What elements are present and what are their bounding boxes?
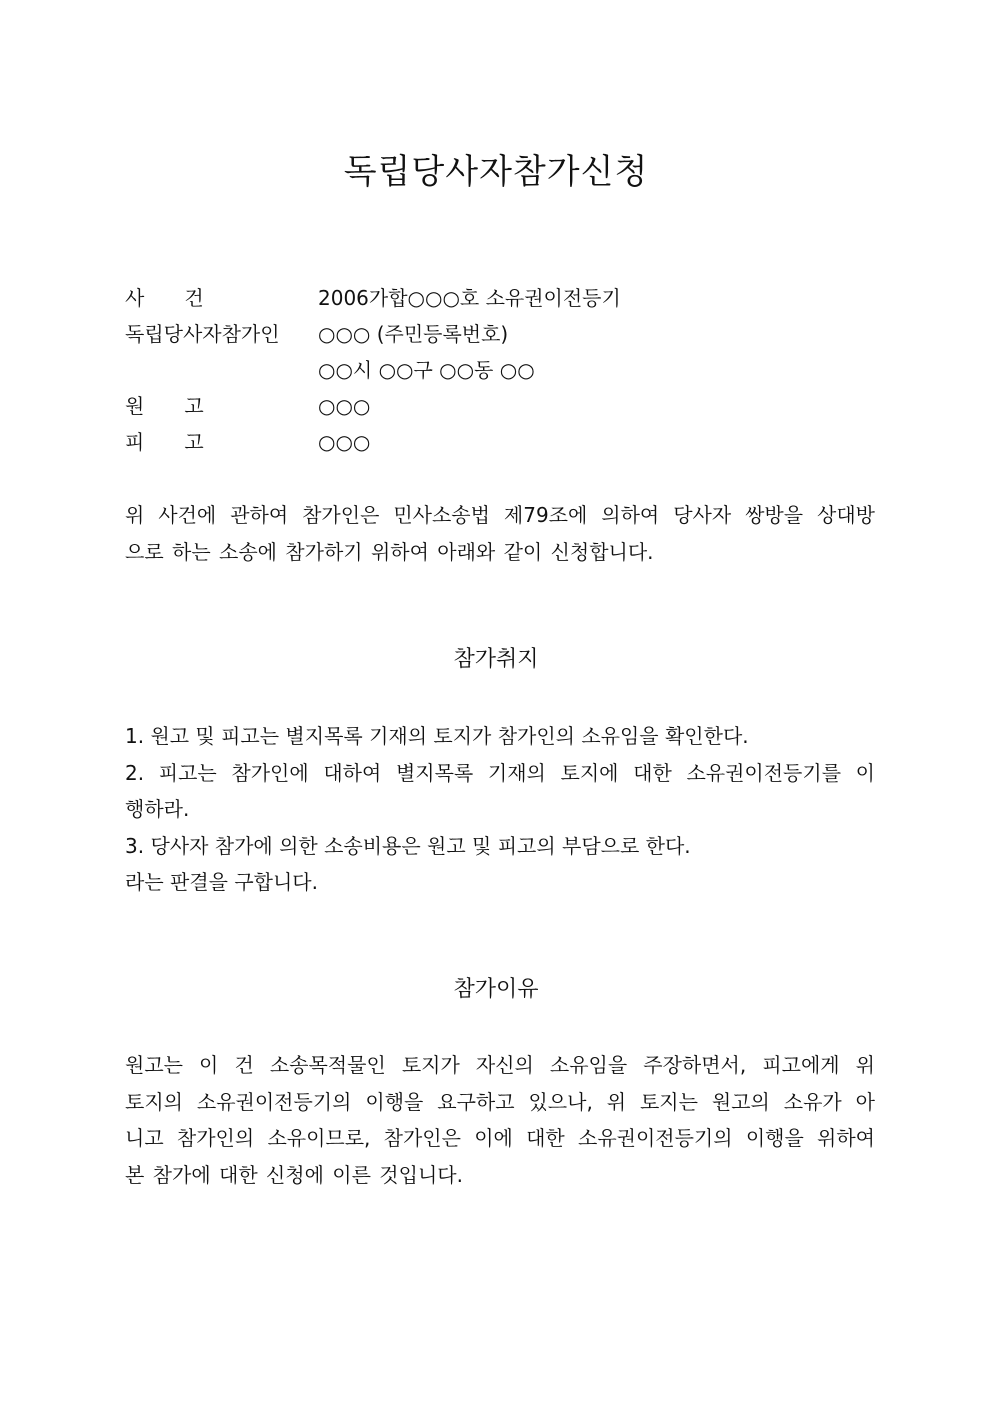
party-value-case: 2006가합○○○호 소유권이전등기 (318, 286, 621, 310)
intro-line: 으로 하는 소송에 참가하기 위하여 아래와 같이 신청합니다. (125, 539, 654, 564)
reason-line: 원고는 이 건 소송목적물인 토지가 자신의 소유임을 주장하면서, 피고에게 위 (125, 1053, 875, 1077)
party-value-defendant: ○○○ (318, 430, 371, 454)
party-value-address: ○○시 ○○구 ○○동 ○○ (318, 358, 535, 382)
party-value-plaintiff: ○○○ (318, 394, 371, 418)
party-label-plaintiff: 원 고 (125, 394, 204, 418)
party-value-intervenor: ○○○ (주민등록번호) (318, 322, 509, 346)
purpose-item: 1. 원고 및 피고는 별지목록 기재의 토지가 참가인의 소유임을 확인한다. (125, 724, 749, 748)
purpose-item: 행하라. (125, 797, 190, 821)
intro-line: 위 사건에 관하여 참가인은 민사소송법 제79조에 의하여 당사자 쌍방을 상대방 (125, 503, 875, 527)
intro-paragraph (125, 497, 875, 570)
reason-line: 토지의 소유권이전등기의 이행을 요구하고 있으나, 위 토지는 원고의 소유가 아 (125, 1089, 875, 1114)
party-label-intervenor: 독립당사자참가인 (125, 322, 280, 346)
party-label-defendant: 피 고 (125, 430, 204, 454)
reason-paragraph (125, 1047, 875, 1193)
document-title: 독립당사자참가신청 (343, 152, 649, 192)
reason-heading: 참가이유 (453, 977, 539, 1002)
reason-line: 니고 참가인의 소유이므로, 참가인은 이에 대한 소유권이전등기의 이행을 위하여 (125, 1126, 875, 1150)
purpose-heading: 참가취지 (453, 647, 539, 672)
purpose-item: 라는 판결을 구합니다. (125, 870, 318, 894)
purpose-list (125, 718, 875, 901)
purpose-item: 2. 피고는 참가인에 대하여 별지목록 기재의 토지에 대한 소유권이전등기를 이 (125, 760, 875, 785)
purpose-item: 3. 당사자 참가에 의한 소송비용은 원고 및 피고의 부담으로 한다. (125, 833, 691, 858)
party-label-case: 사 건 (125, 286, 204, 310)
reason-line: 본 참가에 대한 신청에 이른 것입니다. (125, 1162, 463, 1187)
